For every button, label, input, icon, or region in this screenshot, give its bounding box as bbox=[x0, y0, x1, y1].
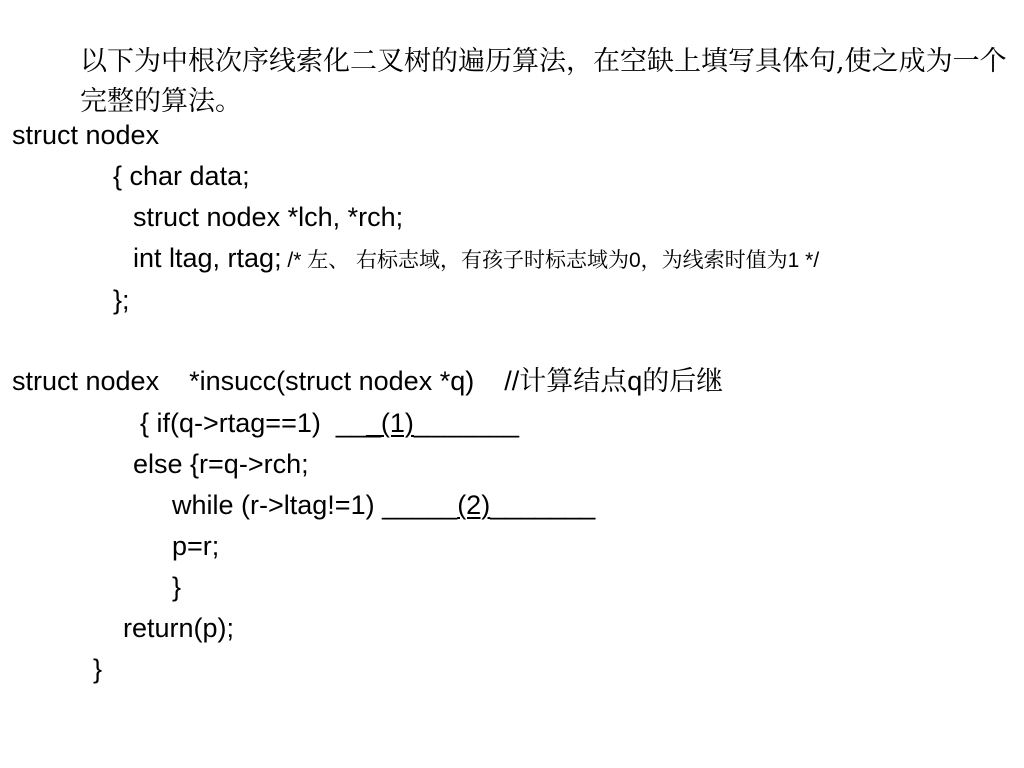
field-tags-comment-open: /* bbox=[281, 249, 308, 272]
function-signature-line bbox=[12, 364, 723, 399]
blank-2-label: (2) bbox=[457, 490, 491, 520]
function-signature: struct nodex *insucc(struct nodex *q) // bbox=[12, 366, 520, 396]
blank-2-post: _______ bbox=[490, 490, 596, 520]
if-line bbox=[140, 406, 519, 440]
field-tags: int ltag, rtag; bbox=[133, 243, 282, 273]
field-char-data: { char data; bbox=[113, 161, 250, 191]
function-comment-cn2: 的后继 bbox=[642, 366, 724, 397]
if-statement: { if(q->rtag==1) bbox=[140, 408, 336, 438]
blank-2-pre: _____ bbox=[382, 490, 458, 520]
field-tags-comment-end: 1 */ bbox=[787, 249, 820, 272]
function-close-brace: } bbox=[93, 654, 103, 684]
blank-1-label: _(1) bbox=[365, 408, 414, 438]
blank-1-pre: __ bbox=[335, 408, 366, 438]
struct-header: struct nodex bbox=[12, 120, 160, 150]
while-line bbox=[172, 488, 595, 522]
intro-text: 以下为中根次序线索化二叉树的遍历算法，在空缺上填写具体句,使之成为一个完整的算法。 bbox=[80, 46, 1007, 117]
assign-line: p=r; bbox=[172, 531, 220, 561]
field-pointers: struct nodex *lch, *rch; bbox=[133, 202, 404, 232]
field-tags-comment-zero: 0 bbox=[628, 249, 641, 272]
while-statement: while (r->ltag!=1) bbox=[172, 490, 383, 520]
blank-1-post: _______ bbox=[413, 408, 520, 438]
struct-close: }; bbox=[113, 285, 130, 315]
function-comment-q: q bbox=[627, 366, 643, 396]
inner-close-brace: } bbox=[172, 572, 182, 602]
else-line: else {r=q->rch; bbox=[133, 449, 309, 479]
function-comment-cn1: 计算结点 bbox=[519, 366, 628, 397]
field-tags-comment-cn2: ，为线索时值为 bbox=[640, 248, 788, 272]
return-line: return(p); bbox=[123, 613, 235, 643]
field-tags-line bbox=[133, 241, 819, 278]
field-tags-comment-cn1: 左、 右标志域，有孩子时标志域为 bbox=[307, 248, 629, 272]
